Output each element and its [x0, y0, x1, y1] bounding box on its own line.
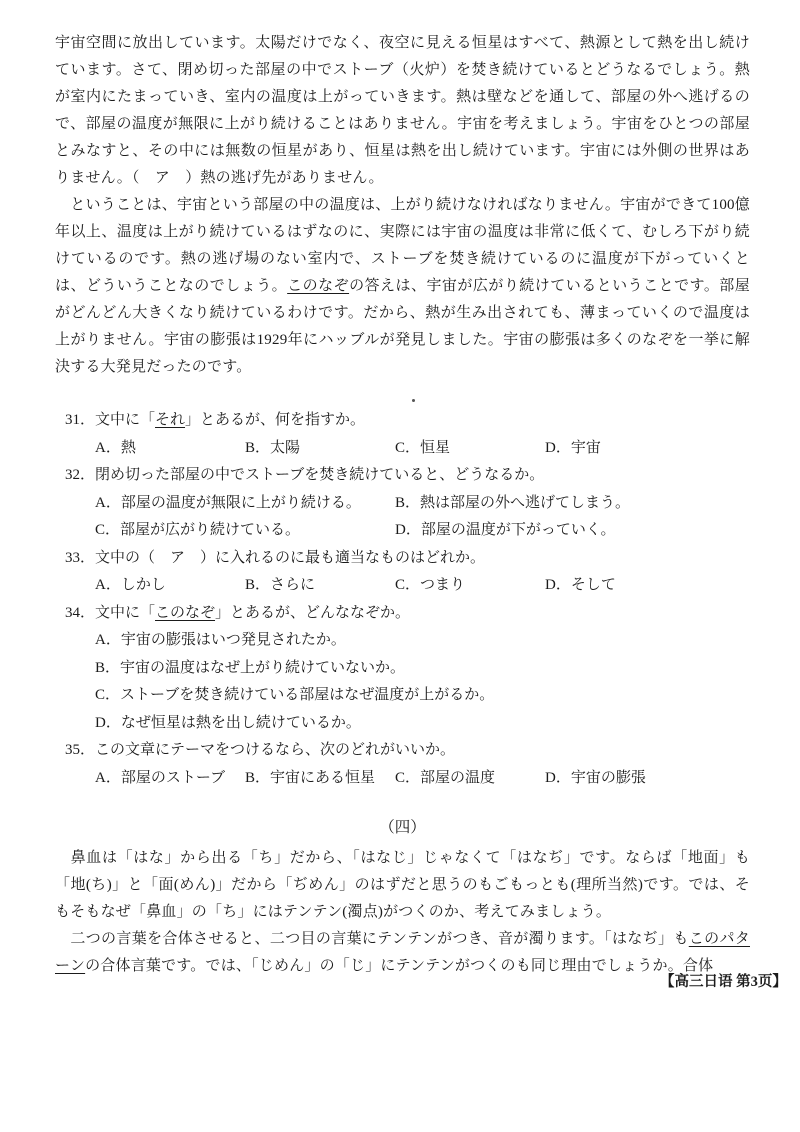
- passage-text-segment: の答えは、宇宙が広がり続けているということです。部屋がどんどん大きくなり続けているわけです。だから、熱が生み出されても、薄まっていくので温度は上がりません。宇宙の膨張は1929年にハッブルが発見しました。宇宙の膨張は多くのなぞを一挙に解決する大発見だったのです。: [55, 278, 750, 375]
- stem-text-segment: 文中に「: [95, 412, 156, 428]
- option-d: D．そして: [545, 577, 616, 593]
- option-c: C．ストーブを焚き続けている部屋はなぜ温度が上がるか。: [95, 687, 495, 703]
- options-row: [55, 765, 750, 793]
- option-b: B．さらに: [245, 577, 316, 593]
- question-35: [55, 737, 750, 792]
- option-a: A．部屋のストーブ: [95, 769, 226, 786]
- section-4-header: （四）: [379, 819, 426, 836]
- option-b: B．太陽: [245, 439, 301, 456]
- question-31: [55, 407, 750, 462]
- question-stem: この文章にテーマをつけるなら、次のどれがいいか。: [95, 742, 456, 758]
- question-stem: [95, 600, 750, 628]
- stem-text-segment: 」とあるが、何を指すか。: [185, 412, 366, 428]
- option-b: B．宇宙にある恒星: [245, 769, 376, 786]
- option-d: D．宇宙: [545, 439, 601, 456]
- passage-paragraph-2: [55, 192, 750, 381]
- stem-text-segment: 文中に「: [95, 604, 156, 621]
- options-row: [55, 435, 750, 463]
- passage-text-segment: 二つの言葉を合体させると、二つ目の言葉にテンテンがつき、音が濁ります。「はなぢ」も: [55, 931, 689, 947]
- question-number: 31．: [65, 412, 96, 428]
- scan-artifact-dot: [412, 399, 415, 402]
- underlined-term-sore: それ: [155, 412, 186, 428]
- passage-paragraph-1: 宇宙空間に放出しています。太陽だけでなく、夜空に見える恒星はすべて、熱源として熱を出し続けています。さて、閉め切った部屋の中でストーブ（火炉）を焚き続けているとどうなるでしょう。熱が室内にたまっていき、室内の温度は上がっていきます。熱は壁などを通して、部屋の外へ逃げるので、部屋の温度が無限に上がり続けることはありません。宇宙を考えましょう。宇宙をひとつの部屋とみなすと、その中には無数の恒星があり、恒星は熱を出し続けています。宇宙には外側の世界はありません。（ ア ）熱の逃げ先がありません。: [55, 35, 750, 186]
- question-number: 32．: [65, 467, 96, 483]
- options-row: [55, 490, 750, 518]
- passage-text-segment: ということは、宇宙という部屋の中の温度は、上がり続けなければなりません。宇宙ができて100億年以上、温度は上がり続けているはずなのに、実際には宇宙の温度は非常に低くて、むしろ下がり続けているのです。熱の逃げ場のない室内で、ストーブを焚き続けているのに温度が下がっていくとは、どういうことなのでしょう。: [55, 197, 750, 294]
- option-d: D．宇宙の膨張: [545, 769, 646, 786]
- option-a: A．熱: [95, 439, 136, 456]
- question-stem: [95, 407, 750, 435]
- section-4-passage: [55, 845, 750, 980]
- option-c: C．恒星: [395, 439, 451, 456]
- option-c: C．部屋が広がり続けている。: [95, 522, 301, 538]
- option-c: C．部屋の温度: [395, 769, 496, 786]
- underlined-term-konopattern: このパターン: [55, 931, 750, 974]
- options-row: [55, 572, 750, 600]
- page-footer-label: 【高三日语 第3页】: [660, 974, 787, 990]
- option-a: A．宇宙の膨張はいつ発見されたか。: [95, 632, 346, 648]
- underlined-term-kononazo: このなぞ: [287, 278, 350, 294]
- option-b: B．宇宙の温度はなぜ上がり続けていないか。: [95, 659, 406, 676]
- underlined-term-kononazo: このなぞ: [155, 604, 216, 621]
- option-c: C．つまり: [395, 577, 466, 593]
- option-d: D．なぜ恒星は熱を出し続けているか。: [95, 714, 361, 731]
- passage-paragraph-3: 鼻血は「はな」から出る「ち」だから、「はなじ」じゃなくて「はなぢ」です。ならば「地面」も「地(ち)」と「面(めん)」だから「ぢめん」のはずだと思うのもごもっとも(理所当然)です。では、そもそもなぜ「鼻血」の「ち」にはテンテン(濁点)がつくのか、考えてみましょう。: [55, 850, 750, 920]
- questions-block: [55, 407, 750, 792]
- option-a: A．部屋の温度が無限に上がり続ける。: [95, 494, 361, 511]
- question-number: 34．: [65, 604, 96, 621]
- options-row: [55, 517, 750, 545]
- passage-text-segment: の合体言葉です。では、「じめん」の「じ」にテンテンがつくのも同じ理由でしょうか。合体: [85, 958, 714, 974]
- stem-text-segment: 」とあるが、どんななぞか。: [215, 604, 411, 621]
- option-a: A．しかし: [95, 577, 166, 593]
- question-32: [55, 462, 750, 545]
- question-number: 33．: [65, 549, 96, 566]
- option-d: D．部屋の温度が下がっていく。: [395, 522, 616, 538]
- question-33: [55, 545, 750, 600]
- question-stem: 文中の（ ア ）に入れるのに最も適当なものはどれか。: [95, 549, 486, 566]
- option-b: B．熱は部屋の外へ逃げてしまう。: [395, 494, 631, 511]
- question-34: [55, 600, 750, 738]
- passage-paragraph-4: [55, 926, 750, 980]
- question-stem: 閉め切った部屋の中でストーブを焚き続けていると、どうなるか。: [95, 467, 545, 483]
- question-number: 35．: [65, 742, 96, 758]
